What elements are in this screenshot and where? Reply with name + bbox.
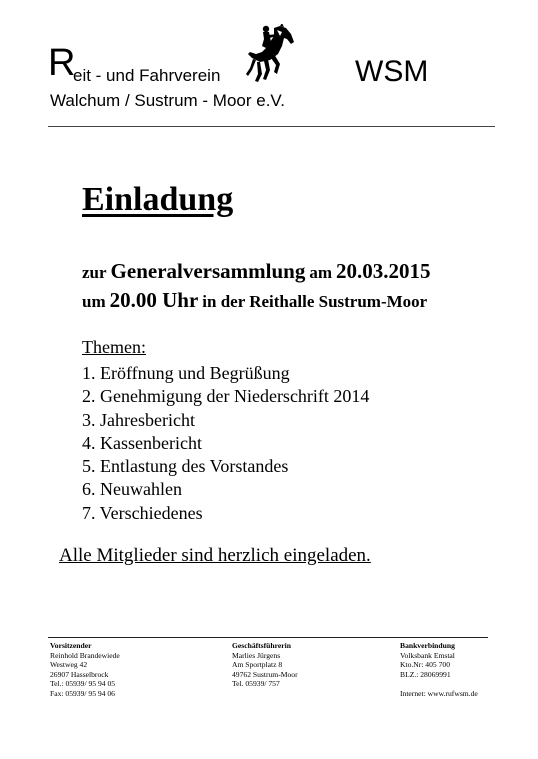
- page-title: Einladung: [82, 181, 234, 218]
- event-mid: am: [309, 263, 333, 282]
- footer-bank: [400, 641, 478, 699]
- footer-line: Tel.: 05939/ 95 94 05: [50, 679, 116, 689]
- footer-heading: Geschäftsführerin: [232, 641, 291, 650]
- agenda-item: 3. Jahresbericht: [82, 409, 195, 430]
- meeting-time-line: [82, 287, 431, 316]
- footer-line: Kto.Nr: 405 700: [400, 660, 450, 670]
- club-name-initial: R: [48, 42, 76, 84]
- agenda-item: 6. Neuwahlen: [82, 479, 182, 500]
- footer-line: Am Sportplatz 8: [232, 660, 283, 670]
- agenda-item: 7. Verschiedenes: [82, 502, 203, 523]
- footer-line: [400, 679, 478, 689]
- agenda-list: [82, 362, 369, 525]
- footer-line: Marlies Jürgens: [232, 650, 281, 660]
- event-prefix: zur: [82, 263, 107, 282]
- footer-chair: [50, 641, 120, 699]
- footer-line: 49762 Sustrum-Moor: [232, 669, 298, 679]
- footer-heading: Vorsitzender: [50, 641, 92, 650]
- event-name: Generalversammlung: [110, 259, 306, 283]
- letterhead: [0, 0, 538, 130]
- footer-manager: [232, 641, 298, 689]
- footer-line: 26907 Hasselbrock: [50, 669, 109, 679]
- footer-line: Westweg 42: [50, 660, 88, 670]
- agenda-item: 5. Entlastung des Vorstandes: [82, 456, 289, 477]
- footer-website: Internet: www.rufwsm.de: [400, 688, 478, 698]
- header-divider: [48, 126, 495, 127]
- footer-heading: Bankverbindung: [400, 641, 455, 650]
- footer-line: Reinhold Brandewiede: [50, 650, 120, 660]
- club-location: Walchum / Sustrum - Moor e.V.: [50, 91, 285, 110]
- footer-divider: [48, 637, 488, 638]
- invitation-note: Alle Mitglieder sind herzlich eingeladen.: [59, 545, 371, 566]
- horse-rider-jumping-icon: [244, 24, 300, 86]
- club-name: eit - und Fahrverein: [73, 66, 221, 85]
- club-abbreviation: WSM: [355, 55, 429, 88]
- topics-heading: Themen:: [82, 337, 146, 357]
- footer-line: BLZ.: 28069991: [400, 669, 451, 679]
- event-location: in der Reithalle Sustrum-Moor: [202, 292, 428, 311]
- event-date: 20.03.2015: [336, 259, 431, 283]
- meeting-event-line: [82, 258, 431, 287]
- agenda-item: 4. Kassenbericht: [82, 432, 202, 453]
- agenda-item: 2. Genehmigung der Niederschrift 2014: [82, 386, 370, 407]
- footer-line: Tel. 05939/ 757: [232, 679, 280, 689]
- footer-line: Fax: 05939/ 95 94 06: [50, 688, 115, 698]
- meeting-details: [82, 258, 431, 316]
- event-time: 20.00 Uhr: [109, 288, 199, 312]
- agenda-item: 1. Eröffnung und Begrüßung: [82, 363, 290, 383]
- footer-line: Volksbank Emstal: [400, 650, 455, 660]
- time-prefix: um: [82, 292, 106, 311]
